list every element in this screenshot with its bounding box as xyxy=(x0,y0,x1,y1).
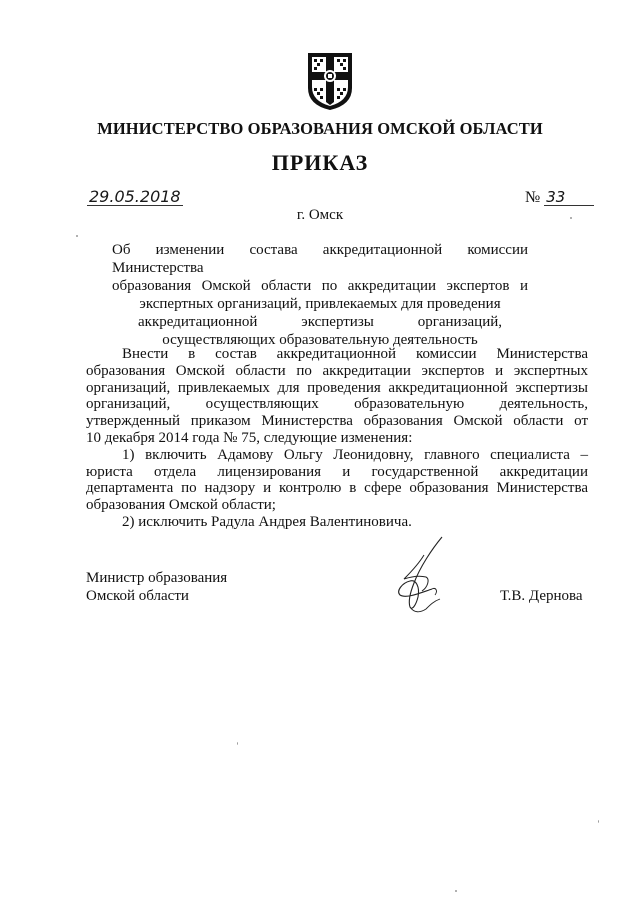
body-line: 2) исключить Радула Андрея Валентиновича. xyxy=(122,513,412,530)
signatory-name: Т.В. Дернова xyxy=(500,588,583,604)
subject-line: экспертных организаций, привлекаемых для проведения xyxy=(139,296,501,312)
subject-line: аккредитационной экспертизы организаций, xyxy=(138,314,502,330)
number-sign: № xyxy=(525,189,541,206)
number-value: 33 xyxy=(544,189,594,206)
body-line: утвержденный приказом Министерства образования Омской области от xyxy=(86,413,588,430)
body-line: департамента по надзору и контролю в сфере образования Министерства xyxy=(86,480,588,497)
handwritten-signature-icon xyxy=(380,535,455,615)
subject-line: образования Омской области по аккредитации экспертов и xyxy=(112,278,528,294)
scan-speck xyxy=(76,235,78,237)
order-body xyxy=(86,346,588,531)
subject-line: осуществляющих образовательную деятельность xyxy=(162,332,478,348)
body-line: 1) включить Адамову Ольгу Леонидовну, главного специалиста – xyxy=(122,446,588,463)
scan-speck xyxy=(455,890,457,892)
scan-speck xyxy=(570,217,572,219)
body-line: организаций, осуществляющих образовательную деятельность, xyxy=(86,396,588,413)
body-line: Внести в состав аккредитационной комиссии Министерства xyxy=(122,346,588,362)
body-line: организаций, привлекаемых для проведения аккредитационной экспертизы xyxy=(86,379,588,396)
subject-line: Об изменении состава аккредитационной комиссии Министерства xyxy=(112,242,528,276)
signatory-title-line: Омской области xyxy=(86,587,189,604)
signatory-title-line: Министр образования xyxy=(86,570,228,586)
ministry-title: МИНИСТЕРСТВО ОБРАЗОВАНИЯ ОМСКОЙ ОБЛАСТИ xyxy=(97,119,543,138)
scan-speck xyxy=(598,820,599,823)
body-line: 10 декабря 2014 года № 75, следующие изменения: xyxy=(86,429,413,446)
omsk-coat-of-arms-icon xyxy=(305,50,355,112)
signatory-title xyxy=(86,570,227,605)
document-type: ПРИКАЗ xyxy=(271,150,369,175)
order-number xyxy=(525,189,594,207)
order-date: 29.05.2018 xyxy=(89,187,181,206)
scan-speck xyxy=(237,742,238,745)
body-line: образования Омской области; xyxy=(86,497,276,514)
body-line: образования Омской области по аккредитации экспертов и экспертных xyxy=(86,362,588,379)
city: г. Омск xyxy=(296,207,344,223)
order-subject xyxy=(112,241,528,349)
body-line: юриста отдела лицензирования и государственной аккредитации xyxy=(86,463,588,480)
